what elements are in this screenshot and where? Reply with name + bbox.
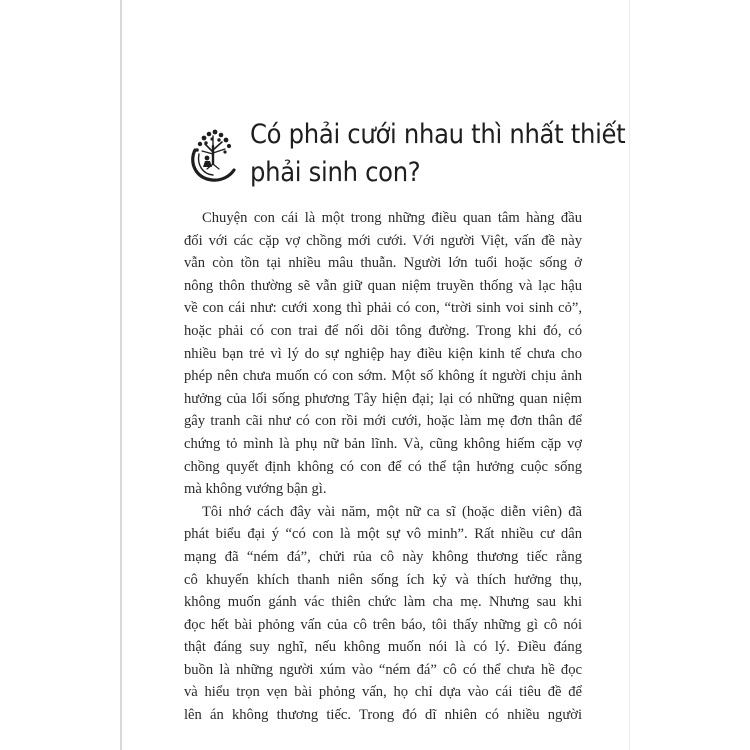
text-line: và hiểu trọn vẹn bài phỏng vấn, họ chỉ dựa vào cái tiêu đề để (184, 684, 582, 701)
text-line: chồng quyết định không có con để có thể tận hưởng cuộc sống (184, 458, 582, 475)
text-line: lên án không thương tiếc. Trong đó dĩ nhiên có nhiều người (184, 707, 582, 724)
text-line: đối với các cặp vợ chồng mới cưới. Với người Việt, vấn đề này (184, 232, 582, 249)
page-edge-right (629, 0, 630, 750)
text-line: hưởng của lối sống phương Tây hiện đại; lại có những quan niệm (184, 390, 582, 407)
text-line: mạng đã “ném đá”, chửi rủa cô này không thương tiếc rằng (184, 548, 582, 565)
text-line: buồn là những người xúm vào “ném đá” cô có thể chưa hề đọc (184, 661, 582, 678)
chapter-title-line-1: Có phải cưới nhau thì nhất thiết (250, 119, 626, 150)
text-line: nông thôn thường sẽ vẫn giữ quan niệm truyền thống và lạc hậu (184, 277, 582, 294)
text-line: cô khuyến khích thanh niên sống ích kỷ và thích hưởng thụ, (184, 571, 582, 588)
body-text (184, 207, 582, 727)
text-line: thật đáng suy nghĩ, nếu không muốn nói là có lý. Điều đáng (184, 639, 582, 656)
text-line: Chuyện con cái là một trong những điều quan tâm hàng đầu (202, 210, 582, 226)
text-line: chứng tỏ mình là phụ nữ bản lĩnh. Và, cũng không hiếm cặp vợ (184, 435, 582, 452)
text-line: phép nên chưa muốn có con sớm. Một số không ít người chịu ảnh (184, 368, 582, 385)
text-line: về con cái như: cưới xong thì phải có con, “trời sinh voi sinh cỏ”, (184, 300, 582, 317)
text-line: vẫn còn tồn tại nhiều mâu thuẫn. Người lớn tuổi hoặc sống ở (184, 255, 582, 272)
page-edge-left (120, 0, 122, 750)
chapter-title-line-2: phải sinh con? (250, 157, 421, 188)
paragraph-1 (184, 207, 582, 501)
text-line: hoặc phải có con trai để nối dõi tông đường. Trong khi đó, có (184, 322, 582, 339)
chapter-title (250, 116, 626, 192)
text-line: không muốn gánh vác thiên chức làm cha mẹ. Nhưng sau khi (184, 594, 582, 611)
text-line: gây tranh cãi như có con rồi mới cưới, hoặc làm mẹ đơn thân để (184, 413, 582, 430)
text-line: Tôi nhớ cách đây vài năm, một nữ ca sĩ (hoặc diễn viên) đã (202, 503, 582, 520)
text-line: mà không vướng bận gì. (184, 481, 327, 498)
text-line: nhiều bạn trẻ vì lý do sự nghiệp hay điều kiện kinh tế chưa cho (184, 345, 582, 362)
tree-person-emblem-icon (186, 124, 238, 184)
text-line: phát biểu đại ý “có con là một sự vô minh”. Rất nhiều cư dân (184, 526, 582, 543)
text-line: đọc hết bài phỏng vấn của cô trên báo, tôi thấy những gì cô nói (184, 616, 582, 633)
paragraph-2 (184, 501, 582, 727)
